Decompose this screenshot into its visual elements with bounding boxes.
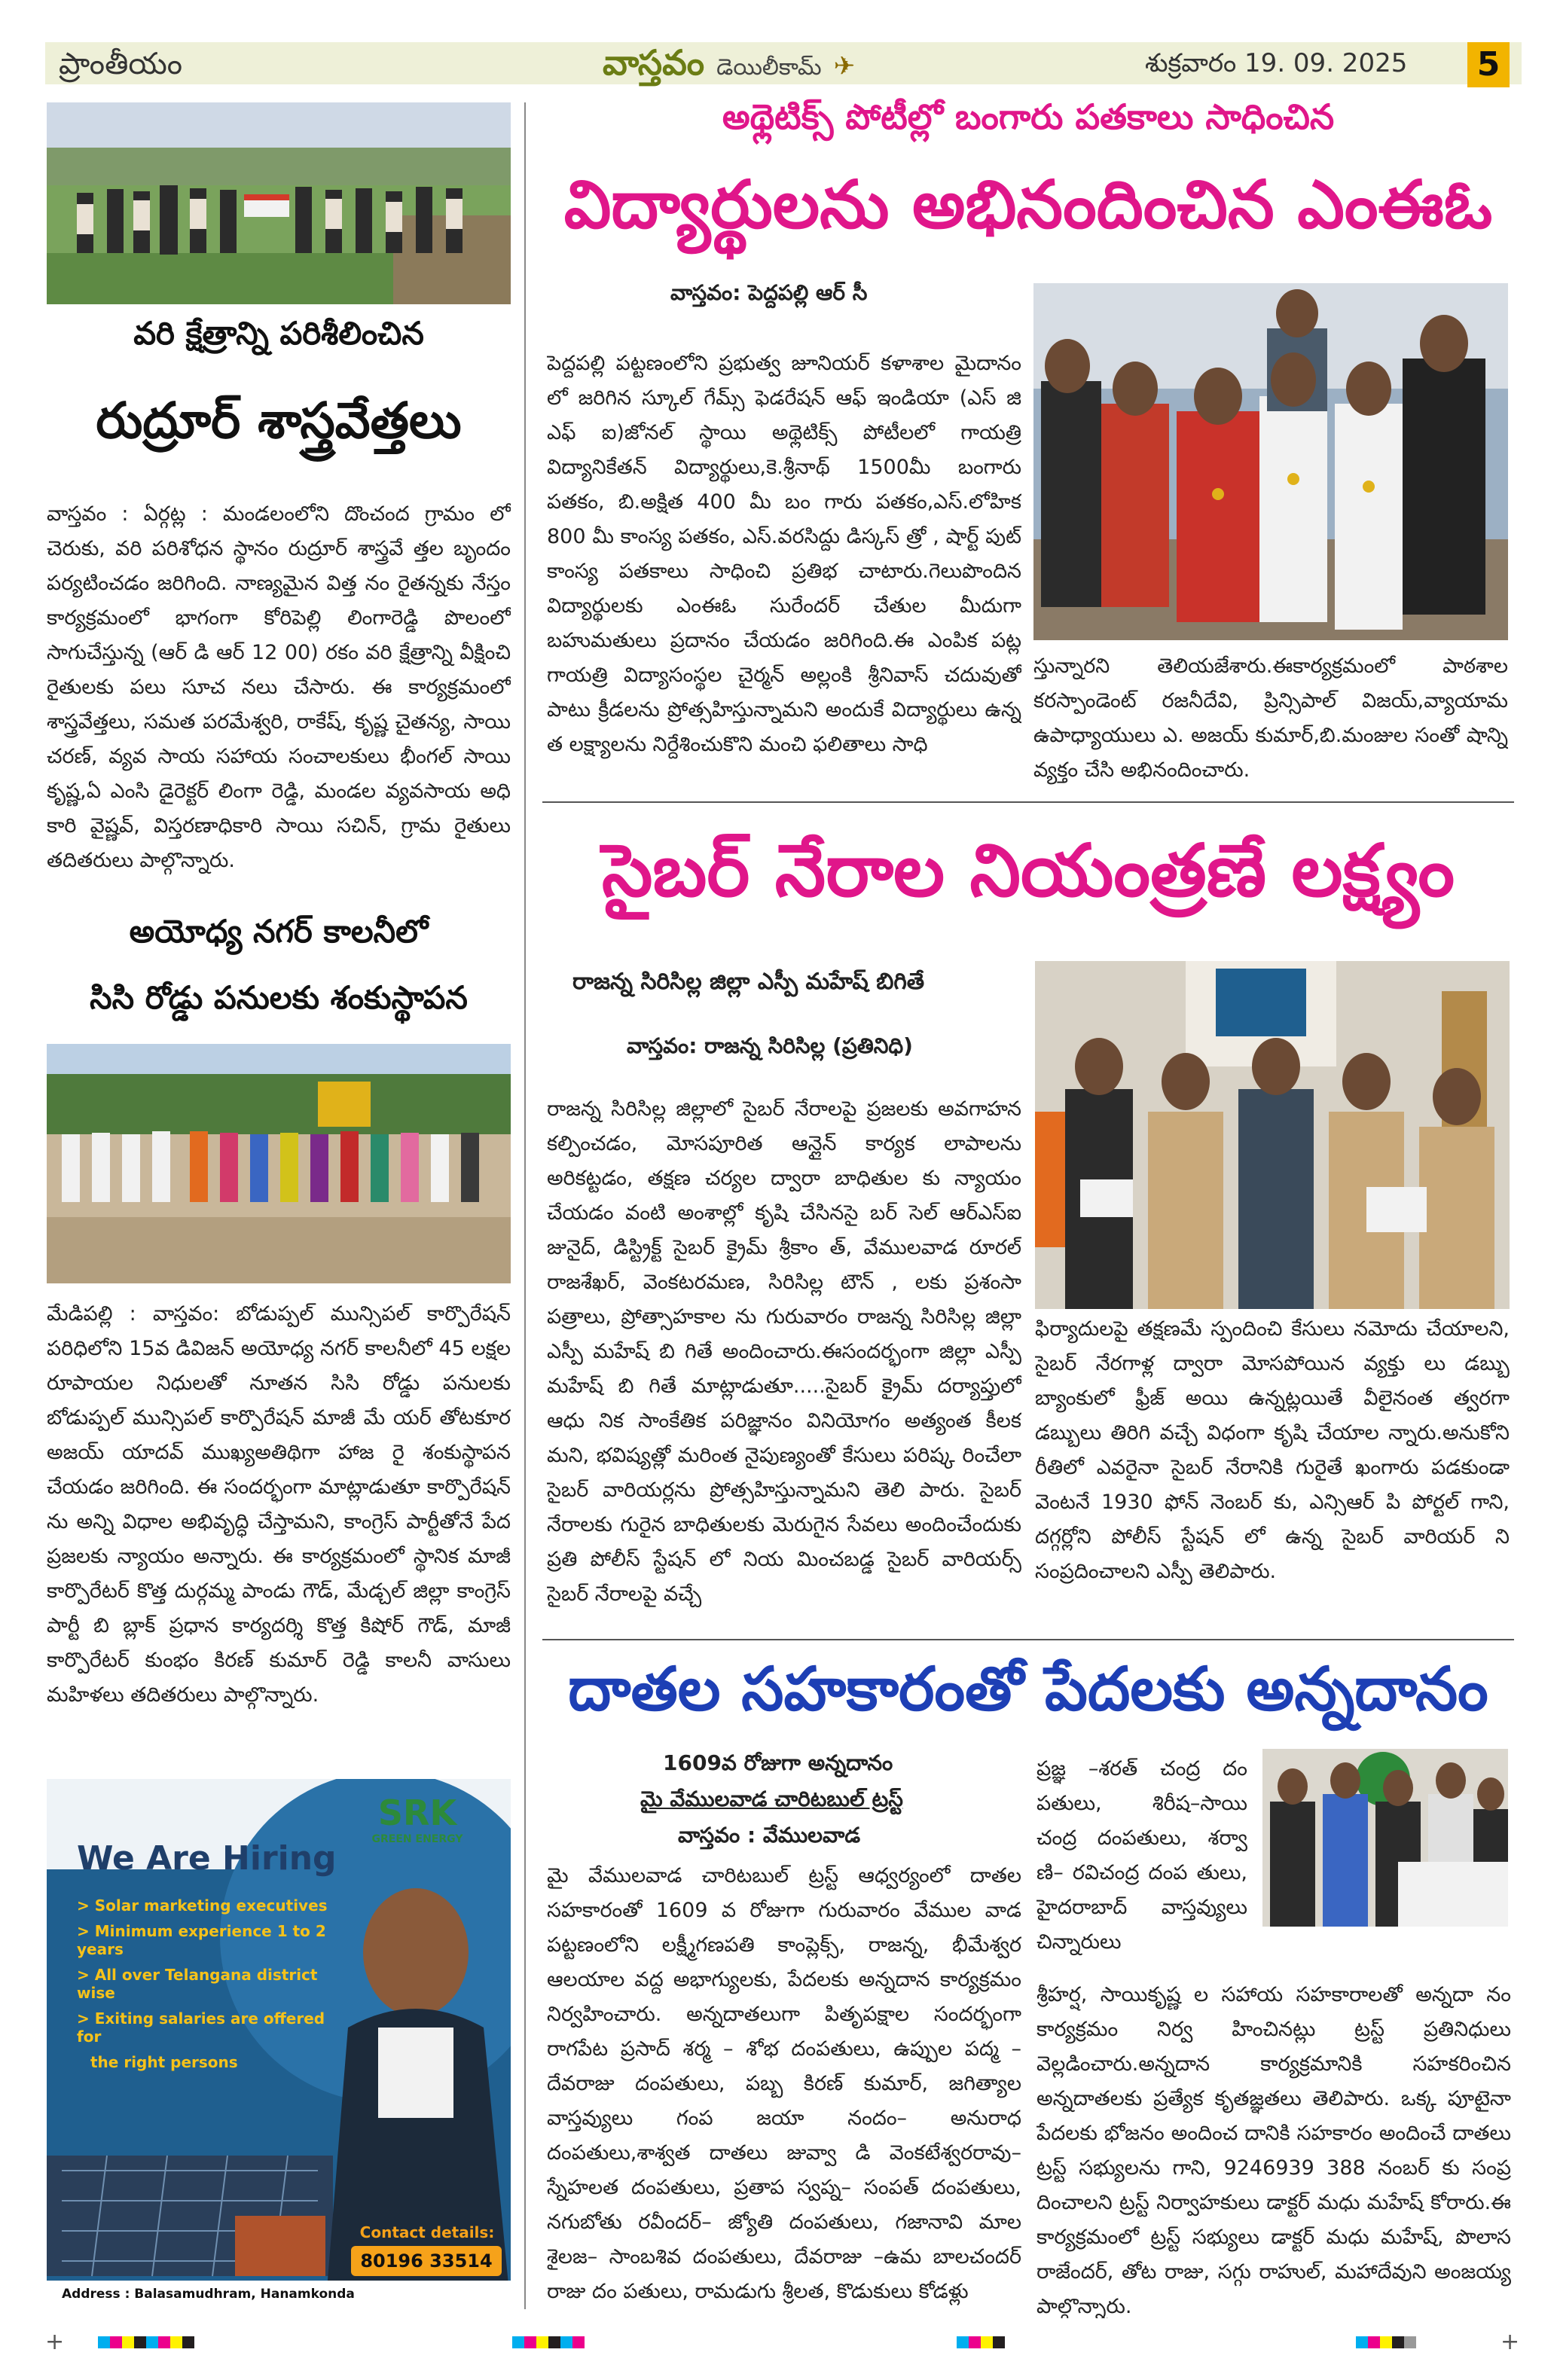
annadanam-byline: వాస్తవం : వేములవాడ bbox=[678, 1823, 861, 1848]
police-photo-svg bbox=[1035, 961, 1510, 1309]
contact-label: Contact details: bbox=[359, 2223, 495, 2241]
rudrur-headline: రుద్రూర్ శాస్త్రవేత్తలు bbox=[96, 392, 462, 450]
rudrur-body: వాస్తవం : ఏర్గట్ల : మండలంలోని దొంచంద గ్రామం లో చెరుకు, వరి పరిశోధన స్థానం రుద్రూర్ శాస్త్రవే త్తల బృందం పర్యటించడం జరిగింది. నాణ్యమైన విత్త నం రైతన్నకు నేస్తం కార్యక్రమంలో భాగంగా కోరిపెల్లి లింగారెడ్డి పొలంలో సాగుచేస్తున్న (ఆర్ డి ఆర్ 12 00) రకం వరి క్షేత్రాన్ని వీక్షించి రైతులకు పలు సూచ నలు చేసారు. ఈ కార్యక్రమంలో శాస్త్రవేత్తలు, సమత పరమేశ్వరి, రాకేష్, కృష్ణ చైతన్య, సాయి చరణ్, వ్యవ సాయ సహాయ సంచాలకులు భీంగల్ సాయి కృష్ణ,ఏ ఎంసి డైరెక్టర్ లింగా రెడ్డి, మండల వ్యవసాయ అధి కారి వైష్ణవ్, విస్తరణాధికారి సాయి సచిన్, గ్రామ రైతులు తదితరులు పాల్గొన్నారు. bbox=[47, 502, 511, 872]
ad-point: > Minimum experience 1 to 2 years bbox=[77, 1922, 326, 1958]
athletics-kicker: అథ్లెటిక్స్ పోటీల్లో బంగారు పతకాలు సాధించిన bbox=[722, 96, 1335, 137]
field-photo-svg bbox=[47, 102, 511, 304]
annadanam-headline: దాతల సహకారంతో పేదలకు అన్నదానం bbox=[568, 1654, 1488, 1724]
rudrur-field-photo bbox=[47, 102, 511, 304]
srk-brand: SRK bbox=[377, 1793, 457, 1833]
cyber-police-photo bbox=[1035, 961, 1510, 1309]
color-bar bbox=[957, 2336, 1005, 2348]
crop-mark-icon: + bbox=[45, 2329, 65, 2355]
paper-sub: డెయిలీకామ్ bbox=[716, 54, 822, 81]
crop-mark-icon: + bbox=[1501, 2329, 1520, 2355]
section-label: ప్రాంతీయం bbox=[59, 47, 183, 81]
annadanam-subhead-2: మై వేములవాడ చారిటబుల్ ట్రస్ట్ bbox=[640, 1787, 903, 1811]
ad-points bbox=[77, 1896, 348, 2079]
ad-point: the right persons bbox=[90, 2053, 238, 2071]
paper-name: వాస్తవం bbox=[603, 42, 705, 83]
section-divider-1 bbox=[542, 801, 1514, 803]
cyber-subhead: రాజన్న సిరిసిల్ల జిల్లా ఎస్పీ మహేష్ బిగితే bbox=[572, 969, 925, 995]
cyber-body: రాజన్న సిరిసిల్ల జిల్లాలో సైబర్ నేరాలపై ప్రజలకు అవగాహన కల్పించడం, మోసపూరిత ఆన్లైన్ కార్యక లాపాలను అరికట్టడం, తక్షణ చర్యల ద్వారా బాధితుల కు న్యాయం చేయడం వంటి అంశాల్లో కృషి చేసినసై బర్ సెల్ ఆర్ఎస్ఐ జునైద్, డిస్ట్రిక్ట్ సైబర్ క్రైమ్ శ్రీకాం త్, వేములవాడ రూరల్ రాజశేఖర్, వెంకటరమణ, సిరిసిల్ల టౌన్ , లకు ప్రశంసా పత్రాలు, ప్రోత్సాహకాల ను గురువారం రాజన్న సిరిసిల్ల జిల్లా ఎస్పీ మహేష్ బి గితే అందించారు.ఈసందర్భంగా జిల్లా ఎస్పీ మహేష్ బి గితే మాట్లాడుతూ.....సైబర్ క్రైమ్ దర్యాప్తులో ఆధు నిక సాంకేతిక పరిజ్ఞానం వినియోగం అత్యంత కీలక మని, భవిష్యత్లో మరింత నైపుణ్యంతో కేసులు పరిష్క రించేలా సైబర్ వారియర్లను ప్రోత్సహిస్తున్నామని తెలి పారు. సైబర్ నేరాలకు గురైన బాధితులకు మెరుగైన సేవలు అందించేందుకు ప్రతి పోలీస్ స్టేషన్ లో నియ మించబడ్డ సైబర్ వారియర్స్ సైబర్ నేరాలపై వచ్చే bbox=[547, 1097, 1021, 1606]
ad-point: > All over Telangana district wise bbox=[77, 1966, 318, 2002]
annadanam-body: మై వేములవాడ చారిటబుల్ ట్రస్ట్ ఆధ్వర్యంలో దాతల సహకారంతో 1609 వ రోజుగా గురువారం వేముల వాడ పట్టణంలోని లక్ష్మీగణపతి కాంప్లెక్స్, రాజన్న, భీమేశ్వర ఆలయాల వద్ద అభాగ్యులకు, పేదలకు అన్నదాన కార్యక్రమం నిర్వహించారు. అన్నదాతలుగా పితృపక్షాల సందర్భంగా రాగపేట ప్రసాద్ శర్మ – శోభ దంపతులు, ఉప్పుల పద్మ –దేవరాజు దంపతులు, పబ్బ కిరణ్ కుమార్, జగిత్యాల వాస్తవ్యులు గంప జయా నందం– అనురాధ దంపతులు,శాశ్వత దాతలు జువ్వా డి వెంకటేశ్వరరావు– స్నేహలత దంపతులు, ప్రతాప స్వప్న– సంపత్ దంపతులు, నగుబోతు రవీందర్– జ్యోతి దంపతులు, గజానావి మాల శైలజ– సాంబశివ దంపతులు, దేవరాజు –ఉమ బాలచందర్ రాజు దం పతులు, రామడుగు శ్రీలత, కొడుకులు కోడళ్లు bbox=[547, 1864, 1021, 2303]
annadanam-body-right-top: ప్రజ్ఞ –శరత్ చంద్ర దం పతులు, శిరీష–సాయి చంద్ర దంపతులు, శర్వా ణి– రవిచంద్ర దంప తులు, హైదరాబాద్ వాస్తవ్యులు చిన్నారులు bbox=[1036, 1757, 1247, 1954]
athletics-headline: విద్యార్థులను అభినందించిన ఎంఈఓ bbox=[563, 166, 1493, 243]
bird-icon: ✈ bbox=[833, 51, 856, 81]
column-divider bbox=[524, 102, 526, 2309]
masthead bbox=[603, 42, 855, 92]
rudrur-kicker: వరి క్షేత్రాన్ని పరిశీలించిన bbox=[133, 315, 424, 352]
ayodhya-body: మేడిపల్లి : వాస్తవం: బోడుప్పల్ మున్సిపల్ కార్పొరేషన్ పరిధిలోని 15వ డివిజన్ అయోధ్య నగర్ కాలనీలో 45 లక్షల రూపాయల నిధులతో నూతన సిసి రోడ్డు పనులకు బోడుప్పల్ మున్సిపల్ కార్పొరేషన్ మాజీ మే యర్ తోటకూర అజయ్ యాదవ్ ముఖ్యఅతిథిగా హాజ రై శంకుస్థాపన చేయడం జరిగింది. ఈ సందర్భంగా మాట్లాడుతూ కార్పొరేషన్ ను అన్ని విధాల అభివృద్ధి చేస్తామని, కాంగ్రెస్ పార్టీతోనే పేద ప్రజలకు న్యాయం అన్నారు. ఈ కార్యక్రమంలో స్థానిక మాజీ కార్పొరేటర్ కొత్త దుర్గమ్మ పాండు గౌడ్, మేడ్చల్ జిల్లా కాంగ్రెస్ పార్టీ బి బ్లాక్ ప్రధాన కార్యదర్శి కొత్త కిషోర్ గౌడ్, మాజీ కార్పొరేటర్ కుంభం కిరణ్ కుమార్ రెడ్డి కాలనీ వాసులు మహిళలు తదితరులు పాల్గొన్నారు. bbox=[47, 1302, 511, 1707]
cyber-byline: వాస్తవం: రాజన్న సిరిసిల్ల (ప్రతినిధి) bbox=[627, 1033, 913, 1058]
srk-hiring-ad[interactable] bbox=[47, 1779, 511, 2308]
issue-date: శుక్రవారం 19. 09. 2025 bbox=[1145, 48, 1408, 78]
athletics-body: పెద్దపల్లి పట్టణంలోని ప్రభుత్వ జూనియర్ కళాశాల మైదానం లో జరిగిన స్కూల్ గేమ్స్ ఫెడరేషన్ ఆఫ్ ఇండియా (ఎస్ జి ఎఫ్ ఐ)జోనల్ స్థాయి అథ్లెటిక్స్ పోటీలలో గాయత్రి విద్యానికేతన్ విద్యార్థులు,కె.శ్రీనాథ్ 1500మీ బంగారు పతకం, బి.అక్షిత 400 మీ బం గారు పతకం,ఎస్.లోహిక 800 మీ కాంస్య పతకం, ఎస్.వరసిద్దు డిస్కస్ త్రో , షార్ట్ పుట్ కాంస్య పతకాలు సాధించి ప్రతిభ చాటారు.గెలుపొందిన విద్యార్థులకు ఎంఈఓ సురేందర్ చేతుల మీదుగా బహుమతులు ప్రదానం చేయడం జరిగింది.ఈ ఎంపిక పట్ల గాయత్రి విద్యాసంస్థల చైర్మన్ అల్లంకి శ్రీనివాస్ చదువుతో పాటు క్రీడలను ప్రోత్సహిస్తున్నామని అందుకే విద్యార్థులు ఉన్న త లక్ష్యాలను నిర్దేశించుకొని మంచి ఫలితాలు సాధి bbox=[547, 352, 1021, 756]
athletics-students-photo bbox=[1033, 283, 1508, 640]
ad-point: > Exiting salaries are offered for bbox=[77, 2009, 325, 2046]
section-divider-2 bbox=[542, 1639, 1514, 1640]
annadanam-body-right: శ్రీహర్ష, సాయికృష్ణ ల సహాయ సహకారాలతో అన్నదా నం కార్యక్రమం నిర్వ హించినట్లు ట్రస్ట్ ప్రతినిధులు వెల్లడించారు.అన్నదాన కార్యక్రమానికి సహకరించిన అన్నదాతలకు ప్రత్యేక కృతజ్ఞతలు తెలిపారు. ఒక్క పూటైనా పేదలకు భోజనం అందించ దానికి సహకారం అందించే దాతలు ట్రస్ట్ సభ్యులను గాని, 9246939 388 నంబర్ కు సంప్ర దించాలని ట్రస్ట్ నిర్వాహకులు డాక్టర్ మధు మహేష్ కోరారు.ఈ కార్యక్రమంలో ట్రస్ట్ సభ్యులు డాక్టర్ మధు మహేష్, పొలాస రాజేందర్, తోట రాజు, సగ్గు రాహుల్, మహాదేవుని అంజయ్య పాల్గొన్నారు. bbox=[1036, 1983, 1511, 2318]
contact-phone[interactable]: 80196 33514 bbox=[351, 2246, 502, 2276]
color-bar bbox=[1356, 2336, 1416, 2348]
color-bar bbox=[512, 2336, 585, 2348]
annadanam-subhead-1: 1609వ రోజుగా అన్నదానం bbox=[663, 1750, 893, 1775]
cyber-body-right: ఫిర్యాదులపై తక్షణమే స్పందించి కేసులు నమోదు చేయాలని, సైబర్ నేరగాళ్ల ద్వారా మోసపోయిన వ్యక్తు లు డబ్బు బ్యాంకులో ఫ్రీజ్ అయి ఉన్నట్లయితే వీలైనంత త్వరగా డబ్బులు తిరిగి వచ్చే విధంగా కృషి చేయాల న్నారు.అనుకోని రీతిలో ఎవరైనా సైబర్ నేరానికి గురైతే ఖంగారు పడకుండా వెంటనే 1930 ఫోన్ నెంబర్ కు, ఎన్సిఆర్ పి పోర్టల్ గాని, దగ్గర్లోని పోలీస్ స్టేషన్ లో ఉన్న సైబర్ వారియర్ ని సంప్రదించాలని ఎస్పీ తెలిపారు. bbox=[1035, 1317, 1510, 1583]
page-number: 5 bbox=[1467, 42, 1510, 87]
athletics-body-right: స్తున్నారని తెలియజేశారు.ఈకార్యక్రమంలో పాఠశాల కరస్పాండెంట్ రజనీదేవి, ప్రిన్సిపాల్ విజయ్,వ్యాయామ ఉపాధ్యాయులు ఎ. అజయ్ కుమార్,బి.మంజుల సంతో షాన్ని వ్యక్తం చేసి అభినందించారు. bbox=[1033, 654, 1508, 782]
srk-brand-sub: GREEN ENERGY bbox=[371, 1833, 463, 1845]
cyber-headline: సైబర్ నేరాల నియంత్రణే లక్ష్యం bbox=[601, 828, 1455, 913]
color-bar bbox=[98, 2336, 194, 2348]
ad-address: Address : Balasamudhram, Hanamkonda bbox=[47, 2281, 511, 2308]
ayodhya-headline-2: సిసి రోడ్డు పనులకు శంకుస్థాపన bbox=[90, 979, 468, 1016]
annadanam-photo-svg bbox=[1262, 1749, 1508, 1927]
athletics-byline: వాస్తవం: పెద్దపల్లి ఆర్ సీ bbox=[670, 280, 868, 305]
ayodhya-headline-1: అయోధ్య నగర్ కాలనీలో bbox=[129, 913, 429, 950]
ayodhya-road-photo bbox=[47, 1044, 511, 1283]
srk-logo bbox=[342, 1793, 493, 1845]
ad-title: We Are Hiring bbox=[77, 1839, 337, 1878]
ad-point: > Solar marketing executives bbox=[77, 1896, 328, 1915]
annadanam-photo bbox=[1262, 1749, 1508, 1927]
road-photo-svg bbox=[47, 1044, 511, 1283]
students-photo-svg bbox=[1033, 283, 1508, 640]
